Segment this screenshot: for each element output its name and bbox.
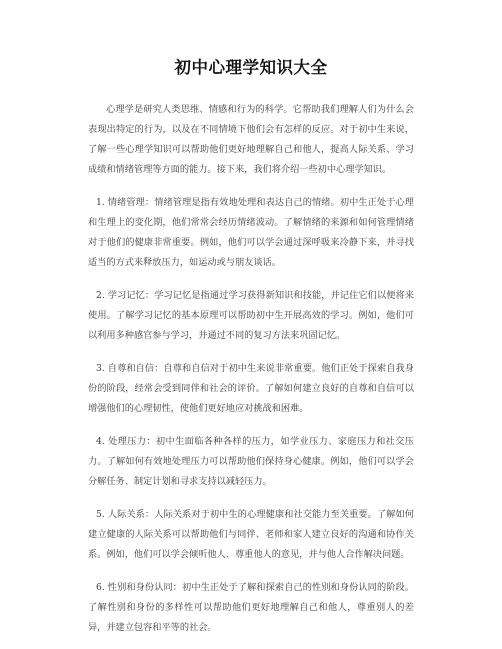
document-title: 初中心理学知识大全 xyxy=(174,58,328,77)
intro-paragraph: 心理学是研究人类思维、情感和行为的科学。它帮助我们理解人们为什么会表现出特定的行为，以及在不同情境下他们会有怎样的反应。对于初中生来说，了解一些心理学知识可以帮助他们更好地理解自己和他人，提高人际关系、学习成绩和情绪管理等方面的能力。接下来，我们将介绍一些初中心理学知识。 xyxy=(88,104,414,175)
item-paragraph-1: 1. 情绪管理：情绪管理是指有效地处理和表达自己的情绪。初中生正处于心理和生理上的变化期，他们常常会经历情绪波动。了解情绪的来源和如何管理情绪对于他们的健康非常重要。例如，他们可以学会通过深呼吸来冷静下来，并寻找适当的方式来释放压力，如运动或与朋友谈话。 xyxy=(88,197,414,268)
item-paragraph-5: 5. 人际关系：人际关系对于初中生的心理健康和社交能力至关重要。了解如何建立健康的人际关系可以帮助他们与同伴、老师和家人建立良好的沟通和协作关系。例如，他们可以学会倾听他人、尊重他人的意见，并与他人合作解决问题。 xyxy=(88,509,414,560)
item-paragraph-6: 6. 性别和身份认同：初中生正处于了解和探索自己的性别和身份认同的阶段。了解性别和身份的多样性可以帮助他们更好地理解自己和他人，尊重别人的差异，并建立包容和平等的社会。 xyxy=(88,582,414,633)
item-paragraph-2: 2. 学习记忆：学习记忆是指通过学习获得新知识和技能，并记住它们以便将来使用。了解学习记忆的基本原理可以帮助初中生开展高效的学习。例如，他们可以利用多种感官参与学习，并通过不同的复习方法来巩固记忆。 xyxy=(88,290,414,341)
item-paragraph-4: 4. 处理压力：初中生面临各种各样的压力，如学业压力、家庭压力和社交压力。了解如何有效地处理压力可以帮助他们保持身心健康。例如，他们可以学会分解任务、制定计划和寻求支持以减轻压力。 xyxy=(88,436,414,487)
item-paragraph-3: 3. 自尊和自信：自尊和自信对于初中生来说非常重要。他们正处于探索自我身份的阶段，经常会受到同伴和社会的评价。了解如何建立良好的自尊和自信可以增强他们的心理韧性，使他们更好地应对挑战和困难。 xyxy=(88,363,414,414)
